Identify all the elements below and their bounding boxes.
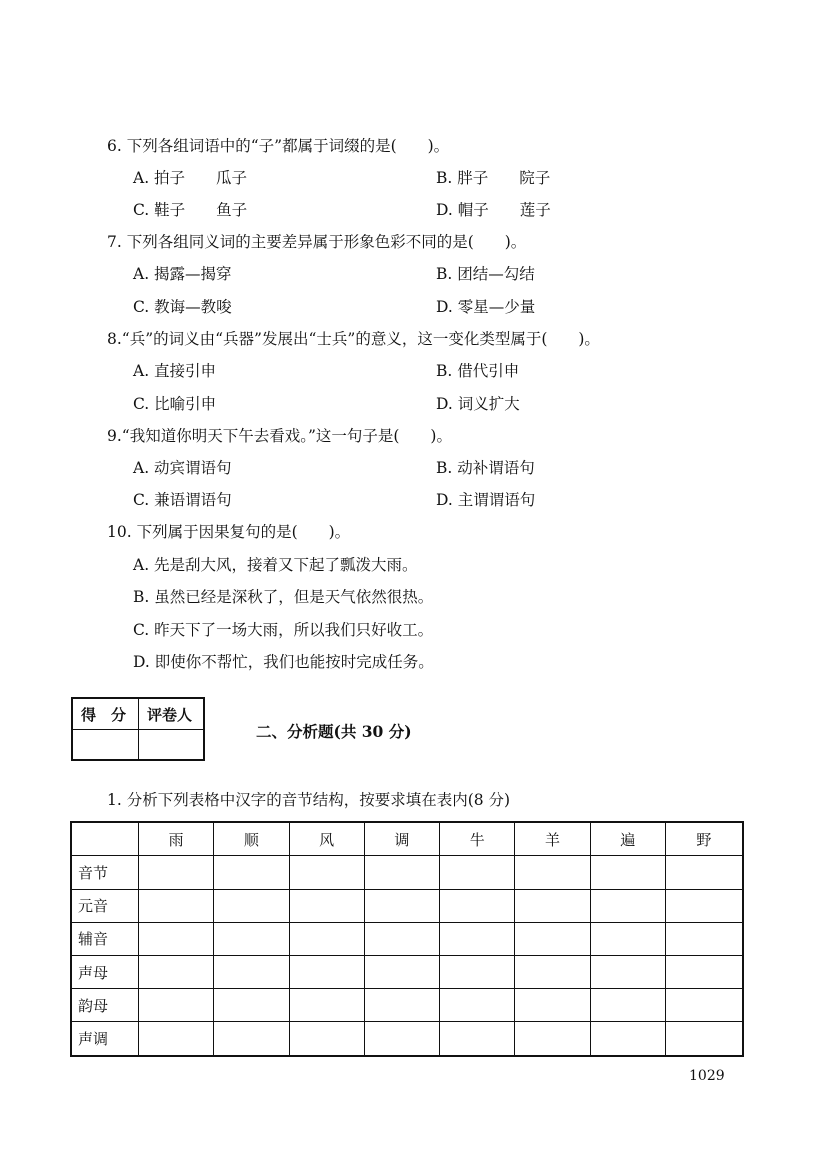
answer-cell[interactable] xyxy=(440,989,515,1022)
answer-cell[interactable] xyxy=(515,1022,590,1056)
column-header: 遍 xyxy=(590,822,665,856)
question-8-option-b: B. 借代引申 xyxy=(436,362,520,380)
column-header: 野 xyxy=(665,822,743,856)
answer-cell[interactable] xyxy=(590,922,665,955)
answer-cell[interactable] xyxy=(139,989,214,1022)
question-8-option-d: D. 词义扩大 xyxy=(436,395,520,413)
answer-cell[interactable] xyxy=(515,889,590,922)
question-8-option-c: C. 比喻引申 xyxy=(133,395,217,413)
table-corner-cell xyxy=(71,822,139,856)
answer-cell[interactable] xyxy=(289,1022,364,1056)
question-10-option-b: B. 虽然已经是深秋了，但是天气依然很热。 xyxy=(133,588,434,606)
column-header: 风 xyxy=(289,822,364,856)
section-title: 二、分析题(共 30 分) xyxy=(256,722,412,741)
column-header: 牛 xyxy=(440,822,515,856)
row-header: 声调 xyxy=(71,1022,139,1056)
answer-cell[interactable] xyxy=(440,889,515,922)
table-row xyxy=(71,989,743,1022)
question-10-option-c: C. 昨天下了一场大雨，所以我们只好收工。 xyxy=(133,621,434,639)
question-7-option-b: B. 团结—勾结 xyxy=(436,265,535,283)
score-label: 得 分 xyxy=(81,706,127,724)
question-8-option-a: A. 直接引申 xyxy=(133,362,217,380)
answer-cell[interactable] xyxy=(590,889,665,922)
page-number: 1029 xyxy=(689,1068,725,1084)
question-6-option-b: B. 胖子 院子 xyxy=(436,169,551,187)
answer-cell[interactable] xyxy=(665,856,743,889)
question-6-option-d: D. 帽子 莲子 xyxy=(436,201,551,219)
question-9-option-b: B. 动补谓语句 xyxy=(436,459,535,477)
table-row xyxy=(71,956,743,989)
answer-cell[interactable] xyxy=(515,856,590,889)
answer-cell[interactable] xyxy=(665,922,743,955)
answer-cell[interactable] xyxy=(214,856,289,889)
question-6-stem: 6. 下列各组词语中的“子”都属于词缀的是( )。 xyxy=(107,137,450,155)
question-6-option-a: A. 拍子 瓜子 xyxy=(133,169,248,187)
question-9-option-c: C. 兼语谓语句 xyxy=(133,491,232,509)
answer-cell[interactable] xyxy=(665,956,743,989)
question-9-option-a: A. 动宾谓语句 xyxy=(133,459,232,477)
answer-cell[interactable] xyxy=(364,922,439,955)
question-10-stem: 10. 下列属于因果复句的是( )。 xyxy=(107,523,351,541)
table-row xyxy=(71,856,743,889)
question-8-stem: 8.“兵”的词义由“兵器”发展出“士兵”的意义，这一变化类型属于( )。 xyxy=(107,330,600,348)
answer-cell[interactable] xyxy=(139,889,214,922)
answer-cell[interactable] xyxy=(665,889,743,922)
row-header: 声母 xyxy=(71,956,139,989)
table-header-row xyxy=(71,822,743,856)
answer-cell[interactable] xyxy=(289,989,364,1022)
question-10-option-a: A. 先是刮大风，接着又下起了瓢泼大雨。 xyxy=(133,556,418,574)
answer-cell[interactable] xyxy=(289,956,364,989)
grader-label: 评卷人 xyxy=(147,706,193,724)
answer-cell[interactable] xyxy=(289,922,364,955)
answer-cell[interactable] xyxy=(214,956,289,989)
answer-cell[interactable] xyxy=(214,989,289,1022)
answer-cell[interactable] xyxy=(364,956,439,989)
table-row xyxy=(71,1022,743,1056)
answer-cell[interactable] xyxy=(590,1022,665,1056)
score-box xyxy=(71,697,205,761)
question-6-option-c: C. 鞋子 鱼子 xyxy=(133,201,248,219)
table-row xyxy=(71,889,743,922)
answer-cell[interactable] xyxy=(515,922,590,955)
question-7-option-a: A. 揭露—揭穿 xyxy=(133,265,232,283)
syllable-structure-table xyxy=(70,821,744,1057)
answer-cell[interactable] xyxy=(515,956,590,989)
answer-cell[interactable] xyxy=(214,1022,289,1056)
column-header: 羊 xyxy=(515,822,590,856)
answer-cell[interactable] xyxy=(590,989,665,1022)
analysis-question-1-stem: 1. 分析下列表格中汉字的音节结构，按要求填在表内(8 分) xyxy=(107,791,511,809)
answer-cell[interactable] xyxy=(364,1022,439,1056)
answer-cell[interactable] xyxy=(364,889,439,922)
answer-cell[interactable] xyxy=(139,956,214,989)
column-header: 雨 xyxy=(139,822,214,856)
answer-cell[interactable] xyxy=(139,922,214,955)
row-header: 辅音 xyxy=(71,922,139,955)
row-header: 音节 xyxy=(71,856,139,889)
row-header: 元音 xyxy=(71,889,139,922)
question-9-option-d: D. 主谓谓语句 xyxy=(436,491,536,509)
question-7-option-d: D. 零星—少量 xyxy=(436,298,536,316)
answer-cell[interactable] xyxy=(515,989,590,1022)
answer-cell[interactable] xyxy=(364,989,439,1022)
answer-cell[interactable] xyxy=(440,956,515,989)
answer-cell[interactable] xyxy=(590,956,665,989)
answer-cell[interactable] xyxy=(364,856,439,889)
answer-cell[interactable] xyxy=(665,1022,743,1056)
table-row xyxy=(71,922,743,955)
score-box-divider-horizontal xyxy=(73,729,203,730)
answer-cell[interactable] xyxy=(440,856,515,889)
answer-cell[interactable] xyxy=(440,1022,515,1056)
answer-cell[interactable] xyxy=(440,922,515,955)
row-header: 韵母 xyxy=(71,989,139,1022)
answer-cell[interactable] xyxy=(590,856,665,889)
question-7-option-c: C. 教诲—教唆 xyxy=(133,298,232,316)
answer-cell[interactable] xyxy=(214,889,289,922)
answer-cell[interactable] xyxy=(665,989,743,1022)
question-9-stem: 9.“我知道你明天下午去看戏。”这一句子是( )。 xyxy=(107,427,452,445)
answer-cell[interactable] xyxy=(139,856,214,889)
question-10-option-d: D. 即使你不帮忙，我们也能按时完成任务。 xyxy=(133,653,434,671)
answer-cell[interactable] xyxy=(289,889,364,922)
column-header: 调 xyxy=(364,822,439,856)
question-7-stem: 7. 下列各组同义词的主要差异属于形象色彩不同的是( )。 xyxy=(107,233,527,251)
column-header: 顺 xyxy=(214,822,289,856)
answer-cell[interactable] xyxy=(289,856,364,889)
answer-cell[interactable] xyxy=(214,922,289,955)
answer-cell[interactable] xyxy=(139,1022,214,1056)
